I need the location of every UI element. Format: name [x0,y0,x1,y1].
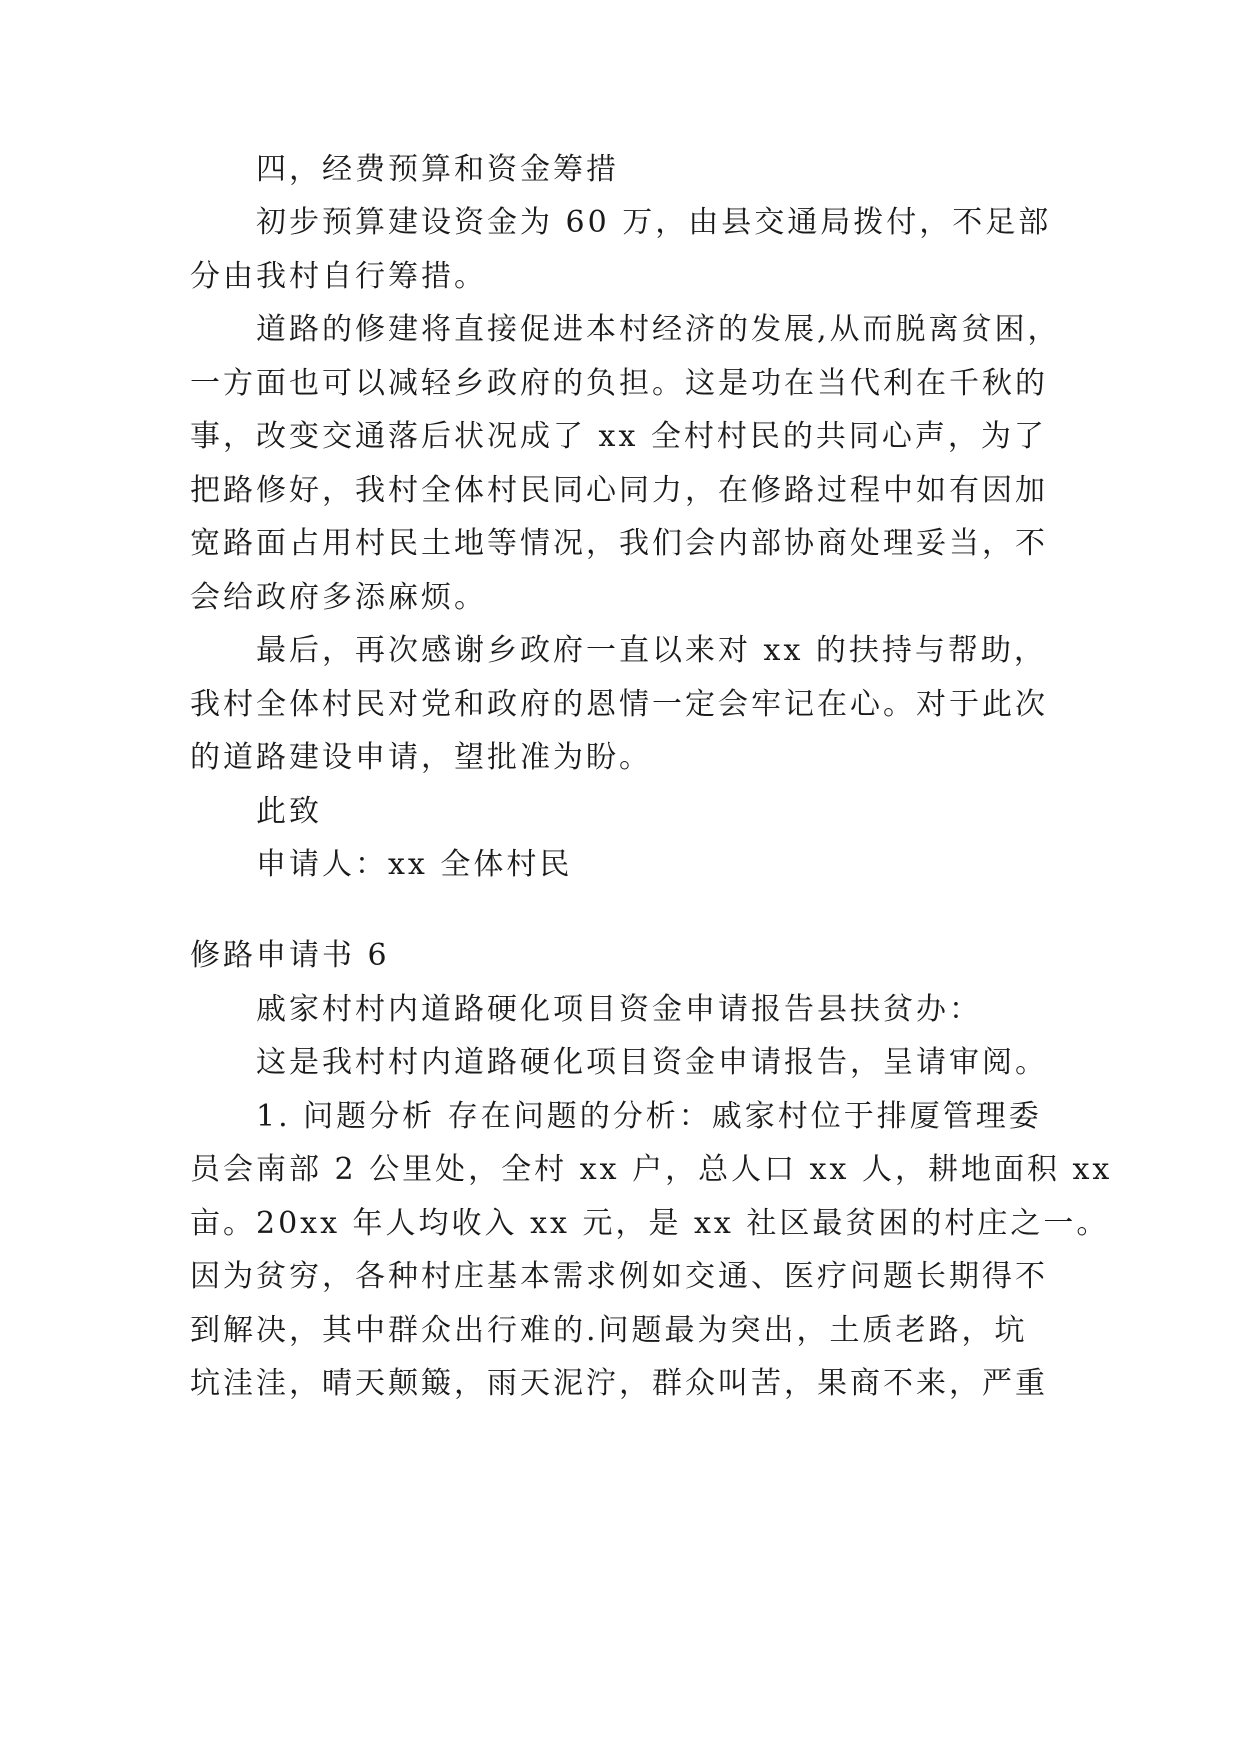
paragraph-line: 亩。20xx 年人均收入 xx 元，是 xx 社区最贫困的村庄之一。 [190,1206,1110,1241]
paragraph-line: 到解决，其中群众出行难的.问题最为突出，土质老路，坑 [190,1313,1028,1348]
applicant-signature: 申请人：xx 全体村民 [256,847,573,882]
paragraph-line: 我村全体村民对党和政府的恩情一定会牢记在心。对于此次 [190,687,1048,722]
paragraph-line: 事，改变交通落后状况成了 xx 全村村民的共同心声，为了 [190,419,1047,454]
section-heading: 四，经费预算和资金筹措 [256,152,619,187]
paragraph-line: 一方面也可以减轻乡政府的负担。这是功在当代利在千秋的 [190,366,1048,401]
paragraph-line: 1. 问题分析 存在问题的分析：戚家村位于排厦管理委 [256,1099,1042,1134]
paragraph-line: 道路的修建将直接促进本村经济的发展,从而脱离贫困， [256,312,1061,347]
paragraph-line: 把路修好，我村全体村民同心同力，在修路过程中如有因加 [190,473,1048,508]
paragraph-line: 最后，再次感谢乡政府一直以来对 xx 的扶持与帮助， [256,633,1047,668]
paragraph-line: 的道路建设申请，望批准为盼。 [190,740,652,775]
paragraph-line: 分由我村自行筹措。 [190,259,487,294]
paragraph-line: 因为贫穷，各种村庄基本需求例如交通、医疗问题长期得不 [190,1259,1048,1294]
closing-salutation: 此致 [256,794,322,829]
document-title: 修路申请书 6 [190,938,390,973]
addressee-line: 戚家村村内道路硬化项目资金申请报告县扶贫办： [256,992,982,1027]
paragraph-line: 员会南部 2 公里处，全村 xx 户，总人口 xx 人，耕地面积 xx [190,1152,1113,1187]
paragraph-line: 宽路面占用村民土地等情况，我们会内部协商处理妥当，不 [190,526,1048,561]
paragraph-line: 坑洼洼，晴天颠簸，雨天泥泞，群众叫苦，果商不来，严重 [190,1366,1048,1401]
intro-line: 这是我村村内道路硬化项目资金申请报告，呈请审阅。 [256,1045,1048,1080]
paragraph-line: 初步预算建设资金为 60 万，由县交通局拨付，不足部 [256,205,1052,240]
paragraph-line: 会给政府多添麻烦。 [190,580,487,615]
